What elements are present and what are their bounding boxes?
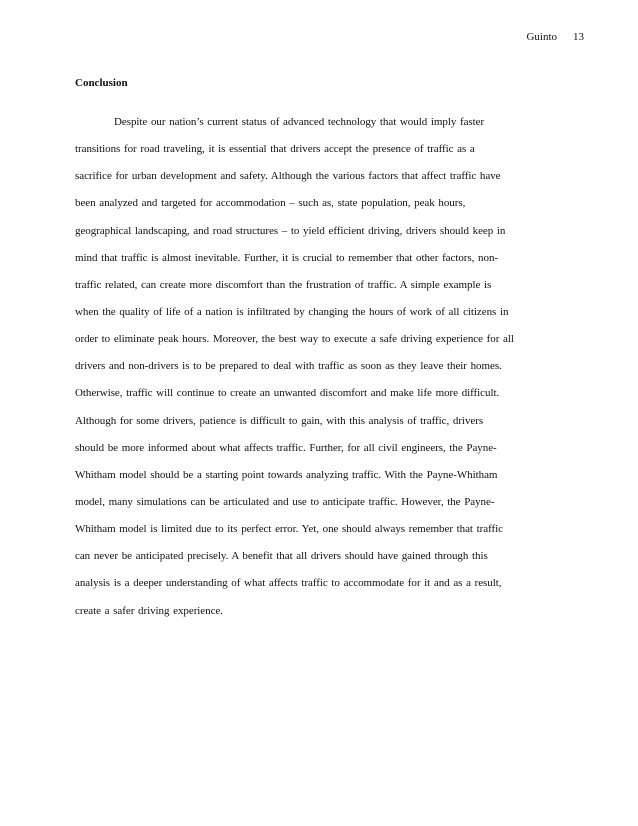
section-heading: Conclusion — [75, 77, 128, 89]
paragraph-line: create a safer driving experience. — [75, 604, 223, 617]
running-head — [526, 30, 584, 44]
paragraph-line: mind that traffic is almost inevitable. Further, it is crucial to remember that other factors, non- — [75, 251, 499, 264]
paragraph-line: analysis is a deeper understanding of what affects traffic to accommodate for it and as a result, — [75, 577, 502, 590]
paragraph-line: order to eliminate peak hours. Moreover, the best way to execute a safe driving experience for all — [75, 333, 514, 346]
paragraph-line: should be more informed about what affects traffic. Further, for all civil engineers, the Payne- — [75, 441, 497, 454]
paragraph-line: transitions for road traveling, it is essential that drivers accept the presence of traffic as a — [75, 143, 475, 156]
paragraph-line: Whitham model should be a starting point towards analyzing traffic. With the Payne-Whitham — [75, 468, 498, 481]
paragraph-line: drivers and non-drivers is to be prepared to deal with traffic as soon as they leave their homes. — [75, 360, 502, 373]
author-name: Guinto — [526, 31, 557, 43]
paragraph-line: sacrifice for urban development and safety. Although the various factors that affect traffic have — [75, 170, 501, 183]
paragraph-line: Despite our nation’s current status of advanced technology that would imply faster — [114, 116, 485, 128]
paragraph-line: model, many simulations can be articulated and use to anticipate traffic. However, the Payne- — [75, 495, 495, 508]
paragraph-line: Whitham model is limited due to its perfect error. Yet, one should always remember that traffic — [75, 523, 503, 536]
paragraph-line: been analyzed and targeted for accommodation – such as, state population, peak hours, — [75, 197, 466, 210]
body-paragraph — [75, 115, 575, 631]
paragraph-line: Otherwise, traffic will continue to create an unwanted discomfort and make life more difficult. — [75, 387, 500, 400]
paragraph-line: geographical landscaping, and road structures – to yield efficient driving, drivers should keep in — [75, 224, 506, 237]
paragraph-line: Although for some drivers, patience is difficult to gain, with this analysis of traffic, drivers — [75, 414, 484, 427]
paragraph-line: traffic related, can create more discomfort than the frustration of traffic. A simple example is — [75, 278, 492, 291]
paragraph-line: can never be anticipated precisely. A benefit that all drivers should have gained through this — [75, 550, 488, 563]
paragraph-line: when the quality of life of a nation is infiltrated by changing the hours of work of all citizens in — [75, 305, 509, 318]
page-number: 13 — [573, 31, 584, 43]
